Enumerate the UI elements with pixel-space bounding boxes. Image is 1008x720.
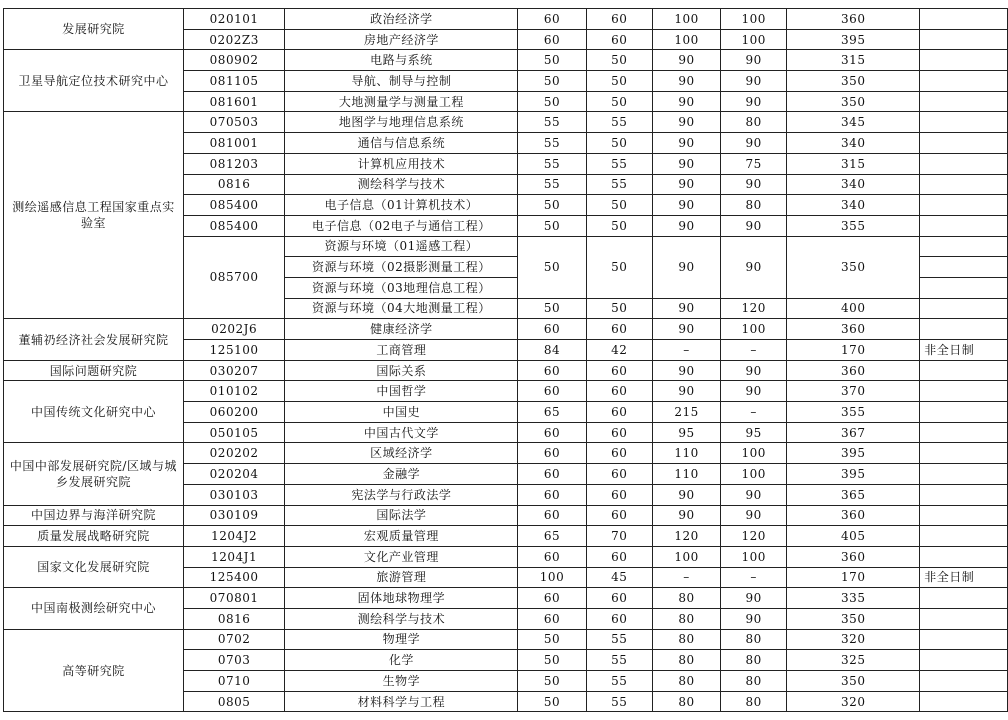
subject2-score-cell: 95 — [721, 422, 787, 443]
subject1-score-cell: 90 — [653, 91, 721, 112]
foreign-language-score-cell: 60 — [586, 381, 653, 402]
total-score-cell: 170 — [787, 340, 920, 361]
foreign-language-score-cell: 60 — [586, 464, 653, 485]
institute-cell: 董辅礽经济社会发展研究院 — [4, 319, 184, 360]
subject2-score-cell: – — [721, 567, 787, 588]
table-body — [4, 9, 1008, 712]
politics-score-cell: 60 — [518, 588, 586, 609]
foreign-language-score-cell: 55 — [586, 629, 653, 650]
major-name-cell: 中国古代文学 — [285, 422, 518, 443]
note-cell — [920, 112, 1008, 133]
institute-cell: 中国南极测绘研究中心 — [4, 588, 184, 629]
subject2-score-cell: 80 — [721, 671, 787, 692]
table-row — [4, 360, 1008, 381]
subject2-score-cell: 90 — [721, 360, 787, 381]
subject1-score-cell: 95 — [653, 422, 721, 443]
politics-score-cell: 50 — [518, 236, 586, 298]
major-code-cell: 0703 — [183, 650, 284, 671]
foreign-language-score-cell: 60 — [586, 484, 653, 505]
foreign-language-score-cell: 60 — [586, 9, 653, 30]
institute-cell: 中国边界与海洋研究院 — [4, 505, 184, 526]
major-name-cell: 国际关系 — [285, 360, 518, 381]
subject2-score-cell: 100 — [721, 464, 787, 485]
major-name-cell: 文化产业管理 — [285, 546, 518, 567]
major-code-cell: 020204 — [183, 464, 284, 485]
note-cell — [920, 236, 1008, 257]
institute-cell: 卫星导航定位技术研究中心 — [4, 50, 184, 112]
total-score-cell: 350 — [787, 71, 920, 92]
major-code-cell: 125100 — [183, 340, 284, 361]
total-score-cell: 360 — [787, 360, 920, 381]
major-name-cell: 电子信息（01计算机技术） — [285, 195, 518, 216]
politics-score-cell: 60 — [518, 464, 586, 485]
note-cell — [920, 174, 1008, 195]
foreign-language-score-cell: 50 — [586, 195, 653, 216]
note-cell — [920, 360, 1008, 381]
foreign-language-score-cell: 50 — [586, 236, 653, 298]
subject2-score-cell: 75 — [721, 153, 787, 174]
major-code-cell: 1204J1 — [183, 546, 284, 567]
table-row — [4, 588, 1008, 609]
subject1-score-cell: 90 — [653, 236, 721, 298]
politics-score-cell: 50 — [518, 195, 586, 216]
note-cell — [920, 505, 1008, 526]
politics-score-cell: 50 — [518, 50, 586, 71]
table-row — [4, 505, 1008, 526]
subject2-score-cell: 90 — [721, 50, 787, 71]
subject1-score-cell: 90 — [653, 319, 721, 340]
major-code-cell: 0710 — [183, 671, 284, 692]
major-code-cell: 030103 — [183, 484, 284, 505]
total-score-cell: 320 — [787, 629, 920, 650]
subject2-score-cell: 90 — [721, 484, 787, 505]
total-score-cell: 350 — [787, 608, 920, 629]
politics-score-cell: 60 — [518, 546, 586, 567]
note-cell — [920, 50, 1008, 71]
total-score-cell: 355 — [787, 402, 920, 423]
major-code-cell: 030109 — [183, 505, 284, 526]
foreign-language-score-cell: 55 — [586, 174, 653, 195]
subject1-score-cell: 90 — [653, 71, 721, 92]
note-cell — [920, 153, 1008, 174]
major-name-cell: 固体地球物理学 — [285, 588, 518, 609]
major-code-cell: 050105 — [183, 422, 284, 443]
foreign-language-score-cell: 60 — [586, 422, 653, 443]
subject1-score-cell: – — [653, 340, 721, 361]
total-score-cell: 395 — [787, 443, 920, 464]
note-cell: 非全日制 — [920, 340, 1008, 361]
subject2-score-cell: 100 — [721, 319, 787, 340]
total-score-cell: 340 — [787, 174, 920, 195]
table-row — [4, 112, 1008, 133]
total-score-cell: 350 — [787, 91, 920, 112]
subject1-score-cell: 90 — [653, 298, 721, 319]
major-name-cell: 材料科学与工程 — [285, 691, 518, 712]
politics-score-cell: 50 — [518, 71, 586, 92]
total-score-cell: 365 — [787, 484, 920, 505]
subject1-score-cell: 120 — [653, 526, 721, 547]
note-cell — [920, 298, 1008, 319]
politics-score-cell: 50 — [518, 629, 586, 650]
note-cell — [920, 9, 1008, 30]
major-code-cell: 085700 — [183, 236, 284, 319]
note-cell — [920, 608, 1008, 629]
politics-score-cell: 60 — [518, 29, 586, 50]
institute-cell: 中国传统文化研究中心 — [4, 381, 184, 443]
note-cell — [920, 629, 1008, 650]
note-cell — [920, 526, 1008, 547]
major-name-cell: 资源与环境（04大地测量工程） — [285, 298, 518, 319]
total-score-cell: 360 — [787, 505, 920, 526]
foreign-language-score-cell: 55 — [586, 153, 653, 174]
foreign-language-score-cell: 50 — [586, 71, 653, 92]
subject2-score-cell: 90 — [721, 174, 787, 195]
major-code-cell: 081001 — [183, 133, 284, 154]
subject1-score-cell: 90 — [653, 484, 721, 505]
foreign-language-score-cell: 60 — [586, 608, 653, 629]
subject2-score-cell: – — [721, 402, 787, 423]
table-row — [4, 50, 1008, 71]
foreign-language-score-cell: 55 — [586, 691, 653, 712]
foreign-language-score-cell: 50 — [586, 215, 653, 236]
major-name-cell: 国际法学 — [285, 505, 518, 526]
note-cell — [920, 443, 1008, 464]
major-code-cell: 070801 — [183, 588, 284, 609]
total-score-cell: 350 — [787, 671, 920, 692]
subject1-score-cell: 90 — [653, 505, 721, 526]
major-name-cell: 工商管理 — [285, 340, 518, 361]
politics-score-cell: 60 — [518, 360, 586, 381]
major-code-cell: 0816 — [183, 608, 284, 629]
subject2-score-cell: 120 — [721, 526, 787, 547]
note-cell — [920, 133, 1008, 154]
subject2-score-cell: 90 — [721, 215, 787, 236]
foreign-language-score-cell: 60 — [586, 360, 653, 381]
politics-score-cell: 60 — [518, 9, 586, 30]
total-score-cell: 400 — [787, 298, 920, 319]
major-name-cell: 健康经济学 — [285, 319, 518, 340]
total-score-cell: 315 — [787, 153, 920, 174]
subject2-score-cell: 80 — [721, 691, 787, 712]
total-score-cell: 395 — [787, 29, 920, 50]
politics-score-cell: 60 — [518, 608, 586, 629]
subject2-score-cell: 80 — [721, 650, 787, 671]
foreign-language-score-cell: 42 — [586, 340, 653, 361]
major-code-cell: 081105 — [183, 71, 284, 92]
major-name-cell: 资源与环境（02摄影测量工程） — [285, 257, 518, 278]
major-name-cell: 电子信息（02电子与通信工程） — [285, 215, 518, 236]
foreign-language-score-cell: 50 — [586, 298, 653, 319]
note-cell — [920, 319, 1008, 340]
subject1-score-cell: – — [653, 567, 721, 588]
note-cell — [920, 71, 1008, 92]
total-score-cell: 395 — [787, 464, 920, 485]
subject1-score-cell: 90 — [653, 153, 721, 174]
note-cell — [920, 215, 1008, 236]
note-cell — [920, 546, 1008, 567]
note-cell — [920, 671, 1008, 692]
major-name-cell: 测绘科学与技术 — [285, 608, 518, 629]
institute-cell: 发展研究院 — [4, 9, 184, 50]
total-score-cell: 360 — [787, 9, 920, 30]
major-code-cell: 085400 — [183, 215, 284, 236]
foreign-language-score-cell: 60 — [586, 29, 653, 50]
table-row — [4, 9, 1008, 30]
subject1-score-cell: 90 — [653, 195, 721, 216]
major-code-cell: 010102 — [183, 381, 284, 402]
total-score-cell: 350 — [787, 236, 920, 298]
note-cell — [920, 381, 1008, 402]
politics-score-cell: 65 — [518, 526, 586, 547]
major-name-cell: 中国哲学 — [285, 381, 518, 402]
major-code-cell: 1204J2 — [183, 526, 284, 547]
politics-score-cell: 60 — [518, 505, 586, 526]
subject1-score-cell: 100 — [653, 9, 721, 30]
foreign-language-score-cell: 70 — [586, 526, 653, 547]
politics-score-cell: 84 — [518, 340, 586, 361]
major-code-cell: 060200 — [183, 402, 284, 423]
major-code-cell: 0816 — [183, 174, 284, 195]
foreign-language-score-cell: 60 — [586, 546, 653, 567]
subject2-score-cell: 100 — [721, 546, 787, 567]
foreign-language-score-cell: 60 — [586, 588, 653, 609]
note-cell — [920, 195, 1008, 216]
total-score-cell: 405 — [787, 526, 920, 547]
subject2-score-cell: 90 — [721, 608, 787, 629]
subject1-score-cell: 80 — [653, 608, 721, 629]
total-score-cell: 370 — [787, 381, 920, 402]
subject2-score-cell: 90 — [721, 505, 787, 526]
note-cell — [920, 650, 1008, 671]
subject2-score-cell: – — [721, 340, 787, 361]
politics-score-cell: 50 — [518, 91, 586, 112]
table-row — [4, 381, 1008, 402]
table-row — [4, 546, 1008, 567]
major-name-cell: 测绘科学与技术 — [285, 174, 518, 195]
politics-score-cell: 55 — [518, 112, 586, 133]
note-cell — [920, 402, 1008, 423]
table-row — [4, 629, 1008, 650]
major-name-cell: 物理学 — [285, 629, 518, 650]
major-code-cell: 070503 — [183, 112, 284, 133]
foreign-language-score-cell: 45 — [586, 567, 653, 588]
subject2-score-cell: 90 — [721, 381, 787, 402]
politics-score-cell: 60 — [518, 381, 586, 402]
foreign-language-score-cell: 60 — [586, 402, 653, 423]
subject2-score-cell: 80 — [721, 112, 787, 133]
subject1-score-cell: 80 — [653, 650, 721, 671]
subject2-score-cell: 100 — [721, 9, 787, 30]
subject2-score-cell: 90 — [721, 588, 787, 609]
subject1-score-cell: 90 — [653, 50, 721, 71]
major-name-cell: 旅游管理 — [285, 567, 518, 588]
note-cell — [920, 91, 1008, 112]
foreign-language-score-cell: 60 — [586, 319, 653, 340]
major-code-cell: 125400 — [183, 567, 284, 588]
major-name-cell: 中国史 — [285, 402, 518, 423]
total-score-cell: 340 — [787, 195, 920, 216]
note-cell — [920, 484, 1008, 505]
subject2-score-cell: 90 — [721, 236, 787, 298]
subject2-score-cell: 90 — [721, 133, 787, 154]
foreign-language-score-cell: 50 — [586, 91, 653, 112]
foreign-language-score-cell: 55 — [586, 650, 653, 671]
major-code-cell: 0202Z3 — [183, 29, 284, 50]
politics-score-cell: 50 — [518, 691, 586, 712]
total-score-cell: 335 — [787, 588, 920, 609]
total-score-cell: 340 — [787, 133, 920, 154]
total-score-cell: 360 — [787, 546, 920, 567]
major-code-cell: 080902 — [183, 50, 284, 71]
score-line-table — [3, 8, 1008, 712]
foreign-language-score-cell: 50 — [586, 133, 653, 154]
subject1-score-cell: 80 — [653, 629, 721, 650]
subject1-score-cell: 90 — [653, 174, 721, 195]
total-score-cell: 367 — [787, 422, 920, 443]
total-score-cell: 345 — [787, 112, 920, 133]
foreign-language-score-cell: 50 — [586, 50, 653, 71]
subject1-score-cell: 100 — [653, 29, 721, 50]
major-code-cell: 0805 — [183, 691, 284, 712]
institute-cell: 国家文化发展研究院 — [4, 546, 184, 587]
politics-score-cell: 50 — [518, 215, 586, 236]
table-row — [4, 443, 1008, 464]
major-name-cell: 资源与环境（01遥感工程） — [285, 236, 518, 257]
major-code-cell: 081203 — [183, 153, 284, 174]
note-cell — [920, 422, 1008, 443]
subject1-score-cell: 90 — [653, 112, 721, 133]
politics-score-cell: 50 — [518, 650, 586, 671]
subject1-score-cell: 110 — [653, 443, 721, 464]
politics-score-cell: 50 — [518, 298, 586, 319]
major-code-cell: 081601 — [183, 91, 284, 112]
politics-score-cell: 55 — [518, 153, 586, 174]
subject2-score-cell: 90 — [721, 71, 787, 92]
subject2-score-cell: 100 — [721, 29, 787, 50]
politics-score-cell: 60 — [518, 443, 586, 464]
subject2-score-cell: 120 — [721, 298, 787, 319]
note-cell — [920, 691, 1008, 712]
note-cell — [920, 277, 1008, 298]
major-code-cell: 030207 — [183, 360, 284, 381]
subject1-score-cell: 100 — [653, 546, 721, 567]
subject2-score-cell: 100 — [721, 443, 787, 464]
foreign-language-score-cell: 60 — [586, 505, 653, 526]
major-code-cell: 020202 — [183, 443, 284, 464]
major-name-cell: 区域经济学 — [285, 443, 518, 464]
institute-cell: 测绘遥感信息工程国家重点实验室 — [4, 112, 184, 319]
major-code-cell: 0702 — [183, 629, 284, 650]
major-name-cell: 房地产经济学 — [285, 29, 518, 50]
total-score-cell: 325 — [787, 650, 920, 671]
note-cell — [920, 464, 1008, 485]
major-name-cell: 计算机应用技术 — [285, 153, 518, 174]
major-name-cell: 资源与环境（03地理信息工程） — [285, 277, 518, 298]
major-name-cell: 化学 — [285, 650, 518, 671]
subject1-score-cell: 215 — [653, 402, 721, 423]
institute-cell: 国际问题研究院 — [4, 360, 184, 381]
major-name-cell: 导航、制导与控制 — [285, 71, 518, 92]
subject2-score-cell: 80 — [721, 629, 787, 650]
major-name-cell: 宏观质量管理 — [285, 526, 518, 547]
note-cell — [920, 588, 1008, 609]
foreign-language-score-cell: 60 — [586, 443, 653, 464]
major-name-cell: 宪法学与行政法学 — [285, 484, 518, 505]
table-row — [4, 319, 1008, 340]
major-name-cell: 通信与信息系统 — [285, 133, 518, 154]
major-code-cell: 085400 — [183, 195, 284, 216]
subject1-score-cell: 90 — [653, 360, 721, 381]
note-cell: 非全日制 — [920, 567, 1008, 588]
major-name-cell: 政治经济学 — [285, 9, 518, 30]
total-score-cell: 170 — [787, 567, 920, 588]
politics-score-cell: 50 — [518, 671, 586, 692]
total-score-cell: 320 — [787, 691, 920, 712]
politics-score-cell: 55 — [518, 133, 586, 154]
note-cell — [920, 257, 1008, 278]
politics-score-cell: 60 — [518, 319, 586, 340]
major-code-cell: 020101 — [183, 9, 284, 30]
subject1-score-cell: 80 — [653, 588, 721, 609]
institute-cell: 质量发展战略研究院 — [4, 526, 184, 547]
subject1-score-cell: 80 — [653, 671, 721, 692]
institute-cell: 高等研究院 — [4, 629, 184, 712]
major-name-cell: 金融学 — [285, 464, 518, 485]
politics-score-cell: 60 — [518, 484, 586, 505]
subject2-score-cell: 90 — [721, 91, 787, 112]
subject1-score-cell: 110 — [653, 464, 721, 485]
politics-score-cell: 65 — [518, 402, 586, 423]
subject1-score-cell: 90 — [653, 215, 721, 236]
subject1-score-cell: 90 — [653, 133, 721, 154]
major-code-cell: 0202J6 — [183, 319, 284, 340]
subject1-score-cell: 90 — [653, 381, 721, 402]
subject1-score-cell: 80 — [653, 691, 721, 712]
major-name-cell: 生物学 — [285, 671, 518, 692]
politics-score-cell: 55 — [518, 174, 586, 195]
institute-cell: 中国中部发展研究院/区域与城乡发展研究院 — [4, 443, 184, 505]
foreign-language-score-cell: 55 — [586, 671, 653, 692]
major-name-cell: 大地测量学与测量工程 — [285, 91, 518, 112]
politics-score-cell: 60 — [518, 422, 586, 443]
total-score-cell: 360 — [787, 319, 920, 340]
major-name-cell: 电路与系统 — [285, 50, 518, 71]
subject2-score-cell: 80 — [721, 195, 787, 216]
major-name-cell: 地图学与地理信息系统 — [285, 112, 518, 133]
foreign-language-score-cell: 55 — [586, 112, 653, 133]
table-row — [4, 526, 1008, 547]
note-cell — [920, 29, 1008, 50]
total-score-cell: 355 — [787, 215, 920, 236]
total-score-cell: 315 — [787, 50, 920, 71]
politics-score-cell: 100 — [518, 567, 586, 588]
